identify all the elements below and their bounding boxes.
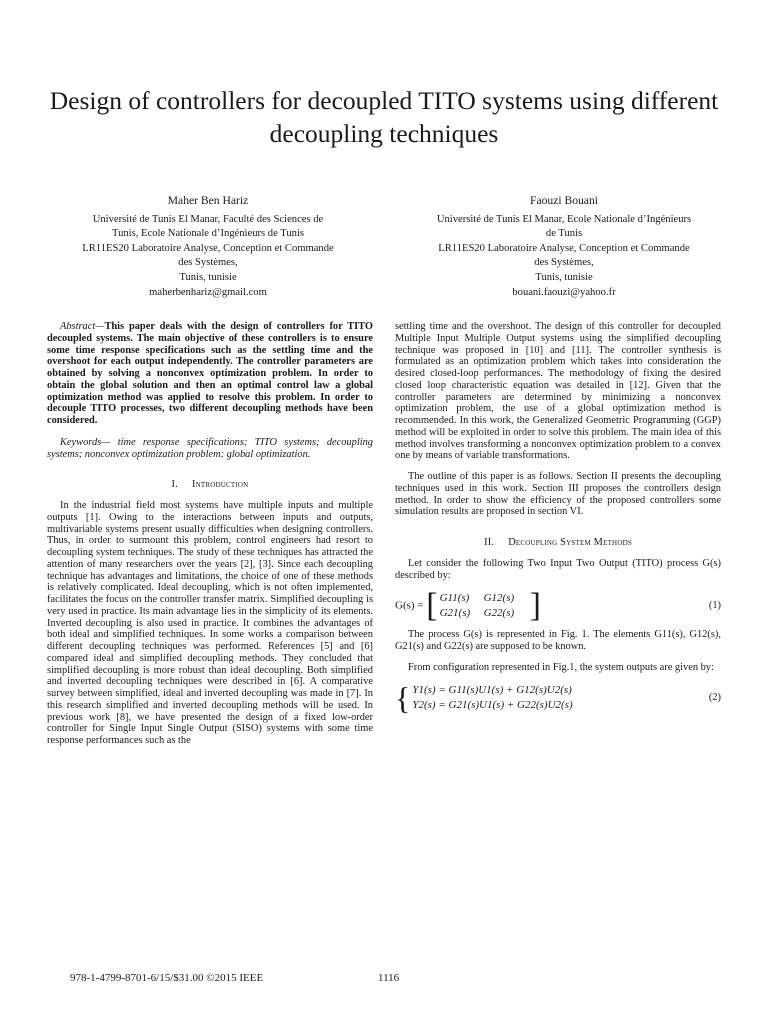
- affiliation-city: Tunis, tunisie: [535, 271, 593, 283]
- author-name: Maher Ben Hariz: [167, 194, 249, 207]
- paragraph: Let consider the following Two Input Two Output (TITO) process G(s) described by:: [395, 557, 721, 581]
- keywords: Keywords— time response specifications; TITO systems; decoupling systems; nonconvex optimization problem; global optimization.: [47, 436, 373, 460]
- equation-2: { Y1(s) = G11(s)U1(s) + G12(s)U2(s) Y2(s) = G21(s)U1(s) + G22(s)U2(s) (2): [395, 679, 721, 716]
- section-heading-methods: [395, 537, 721, 549]
- paragraph: From configuration represented in Fig.1, the system outputs are given by:: [408, 661, 714, 673]
- affiliation-line: Université de Tunis El Manar, Faculté des Sciences de: [92, 213, 324, 225]
- section-title: Introduction: [192, 479, 249, 491]
- abstract: [47, 321, 373, 427]
- paper-title: Design of controllers for decoupled TITO systems using different decoupling techniques: [49, 86, 719, 148]
- abstract-text: This paper deals with the design of controllers for TITO decoupled systems. The main objective of these controllers is to ensure some time response specifications such as the settling time and the overshoot for each output independently. The controller parameters are obtained by solving a nonconvex optimization problem. In order to obtain the global solution and then an optimal control law a global optimization method was applied to resolve this problem. In order to decouple TITO processes, two different decoupling methods have been considered.: [47, 321, 373, 426]
- right-column: [395, 321, 721, 720]
- author-email: bouani.faouzi@yahoo.fr: [512, 286, 616, 298]
- affiliation-line: LR11ES20 Laboratoire Analyse, Conception et Commande: [82, 242, 334, 254]
- affiliation-line: Université de Tunis El Manar, Ecole Nationale d’Ingénieurs: [436, 213, 692, 225]
- paragraph: The outline of this paper is as follows. Section II presents the decoupling techniques used in this work. Section III proposes the controllers design method. In order to show the efficiency of the proposed controllers some simulation results are proposed in section VI.: [395, 471, 721, 518]
- equation-1: [395, 589, 721, 623]
- author-block-1: [58, 194, 358, 300]
- author-email: maherbenhariz@gmail.com: [149, 286, 267, 298]
- eq1-matrix: [ G11(s) G12(s) G21(s) G22(s) ]: [426, 587, 541, 625]
- eq1-lhs: G(s) =: [395, 599, 424, 612]
- section-heading-introduction: [47, 479, 373, 491]
- matrix-cell: G12(s): [483, 592, 515, 605]
- page-number: 1116: [378, 972, 400, 984]
- intro-paragraph: In the industrial field most systems have multiple inputs and multiple outputs [1]. Owing to the interactions between inputs and outputs, multivariable systems present usually difficulties when designing controllers. Thus, in order to surmount this problem, control engineers had resort to decoupling system techniques. The study of these techniques has attracted the attention of many researchers over the years [2], [3]. Since each decoupling technique has advantages and limitations, the choice of one of these methods is relatively complicated. Ideal decoupling, which is not often implemented, facilitates the focus on the controller transfer matrix. Simplified decoupling is very used in practice. Its main advantage lies in the simplicity of its elements. Inverted decoupling is also used in practice. It combines the advantages of both ideal and simplified techniques. In some works a comparison between different decoupling techniques was performed. References [5] and [6] compared ideal and simplified decoupling methods. They concluded that simplified decoupling is more robust than ideal decoupling. Both simplified and inverted decoupling techniques were described in [6]. A comparative survey between simplified, ideal and inverted decoupling was made in [7]. In this research simplified and inverted decoupling methods will be used. In previous work [8], we have presented the design of a fixed low-order controller for Single Input Single Output (SISO) systems with some time response performances such as the: [47, 500, 373, 746]
- author-name: Faouzi Bouani: [530, 194, 598, 207]
- eq2-line-2: Y2(s) = G21(s)U1(s) + G22(s)U2(s): [412, 698, 573, 711]
- affiliation-city: Tunis, tunisie: [179, 271, 237, 283]
- affiliation-line: Tunis, Ecole Nationale d’Ingénieurs de Tunis: [111, 228, 305, 240]
- paragraph: settling time and the overshoot. The design of this controller for decoupled Multiple Input Multiple Output systems using the simplified decoupling technique was proposed in [10] and [11]. The controller synthesis is formulated as an optimization problem which takes into consideration the desired closed-loop performances. The methodology of fixing the desired closed loop characteristic equation was detailed in [12]. Given that the controller parameters are determined by minimizing a nonconvex optimization problem, the use of a global optimization method is recommended. In this work, the Generalized Geometric Programming (GGP) method will be exploited in order to solve this problem. The main idea of this method involves transforming a nonconvex optimization problem to a convex one by means of variable transformations.: [395, 321, 721, 462]
- section-title: Decoupling System Methods: [508, 537, 632, 548]
- affiliation-line: de Tunis: [545, 228, 583, 240]
- equation-label: (1): [708, 600, 721, 612]
- abstract-lead: Abstract—: [60, 321, 105, 332]
- affiliation-line: des Systèmes,: [178, 257, 238, 269]
- author-block-2: [405, 194, 723, 300]
- paragraph: The process G(s) is represented in Fig. 1. The elements G11(s), G12(s), G21(s) and G22(s) are supposed to be known.: [395, 629, 721, 652]
- left-column: [47, 321, 373, 747]
- matrix-cell: G21(s): [439, 607, 471, 620]
- section-number: I.: [171, 479, 179, 491]
- section-number: II.: [484, 537, 495, 548]
- affiliation-line: des Systèmes,: [534, 257, 594, 269]
- footer-isbn: 978-1-4799-8701-6/15/$31.00 ©2015 IEEE: [70, 972, 264, 984]
- affiliation-line: LR11ES20 Laboratoire Analyse, Conception et Commande: [438, 242, 690, 254]
- matrix-cell: G11(s): [439, 592, 470, 605]
- eq2-line-1: Y1(s) = G11(s)U1(s) + G12(s)U2(s): [412, 683, 572, 696]
- matrix-cell: G22(s): [483, 607, 515, 620]
- equation-label: (2): [708, 691, 721, 703]
